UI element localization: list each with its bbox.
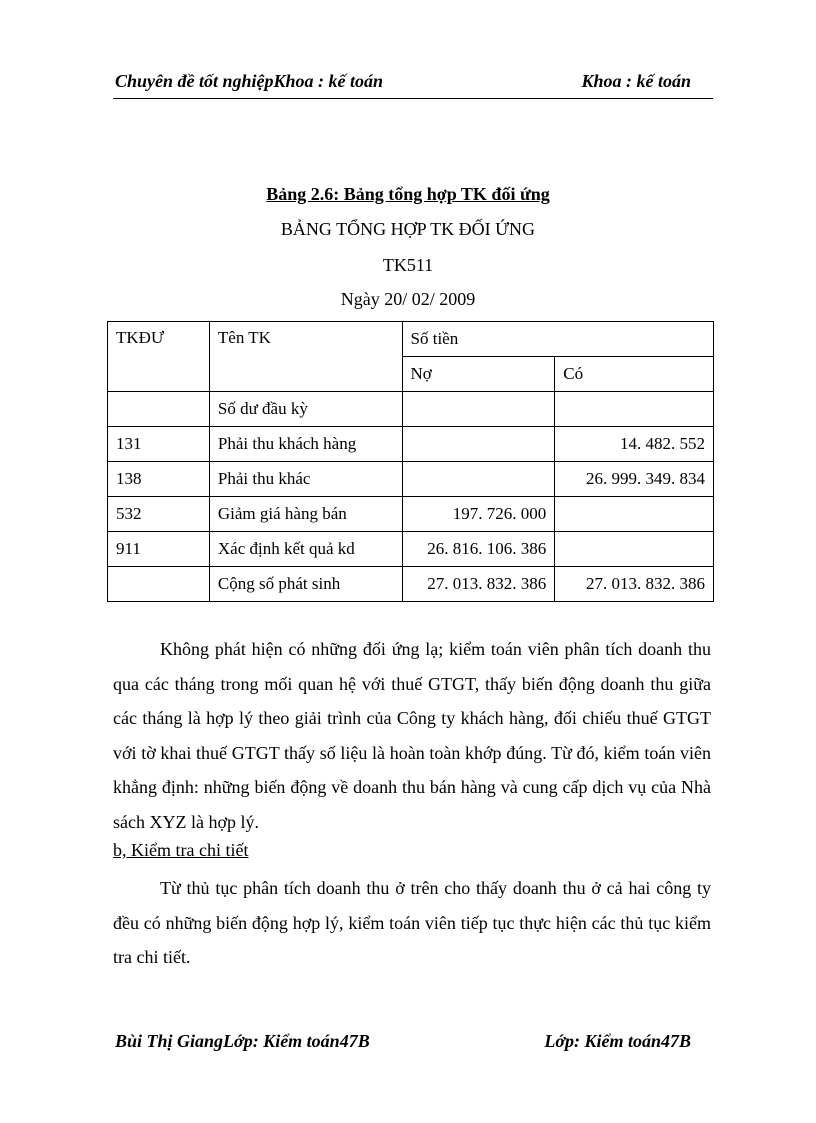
- table-label-text: Bảng 2.6: Bảng tổng hợp TK đối ứng: [266, 184, 550, 204]
- table-row: [108, 462, 714, 497]
- table-header-row: [108, 322, 714, 357]
- col-header-tkdu: TKĐƯ: [108, 322, 210, 392]
- page-header: [113, 70, 713, 99]
- footer-left-text: Bùi Thị GiangLớp: Kiểm toán47B: [115, 1031, 370, 1051]
- table-title: BẢNG TỔNG HỢP TK ĐỐI ỨNG: [280, 219, 536, 239]
- cell-ten: Số dư đầu kỳ: [209, 392, 402, 427]
- ledger-table: [107, 321, 714, 602]
- paragraph-analysis: Không phát hiện có những đối ứng lạ; kiểm toán viên phân tích doanh thu qua các tháng trong mối quan hệ với thuế GTGT, thấy biến động doanh thu giữa các tháng là hợp lý theo giải trình của Công ty khách hàng, đối chiếu thuế GTGT với tờ khai thuế GTGT thấy số liệu là hoàn toàn khớp đúng. Từ đó, kiểm toán viên khẳng định: những biến động về doanh thu bán hàng và cung cấp dịch vụ của Nhà sách XYZ là hợp lý.: [113, 639, 711, 832]
- cell-ten: Giảm giá hàng bán: [209, 497, 402, 532]
- cell-tk: [108, 567, 210, 602]
- report-date: Ngày 20/ 02/ 2009: [340, 289, 476, 309]
- col-header-ten-tk: Tên TK: [209, 322, 402, 392]
- cell-no: [402, 427, 555, 462]
- cell-tk: 532: [108, 497, 210, 532]
- cell-ten: Phải thu khác: [209, 462, 402, 497]
- section-subheading: b, Kiểm tra chi tiết: [113, 840, 249, 860]
- page-footer: [113, 1031, 713, 1059]
- cell-no: [402, 462, 555, 497]
- table-row: [108, 427, 714, 462]
- cell-tk: 131: [108, 427, 210, 462]
- cell-ten: Phải thu khách hàng: [209, 427, 402, 462]
- cell-no: 197. 726. 000: [402, 497, 555, 532]
- account-code: TK511: [382, 255, 434, 275]
- cell-co: 14. 482. 552: [555, 427, 714, 462]
- table-label: [0, 184, 816, 205]
- cell-no: 27. 013. 832. 386: [402, 567, 555, 602]
- cell-co: [555, 392, 714, 427]
- cell-no: [402, 392, 555, 427]
- cell-co: [555, 497, 714, 532]
- cell-ten: Cộng số phát sinh: [209, 567, 402, 602]
- table-total-row: [108, 567, 714, 602]
- cell-co: 27. 013. 832. 386: [555, 567, 714, 602]
- table-row: [108, 497, 714, 532]
- cell-tk: 138: [108, 462, 210, 497]
- cell-tk: [108, 392, 210, 427]
- col-header-co: Có: [555, 357, 714, 392]
- cell-co: [555, 532, 714, 567]
- col-header-so-tien: Số tiền: [402, 322, 713, 357]
- table-row: [108, 392, 714, 427]
- cell-no: 26. 816. 106. 386: [402, 532, 555, 567]
- footer-right-text: Lớp: Kiểm toán47B: [544, 1031, 691, 1051]
- table-row: [108, 532, 714, 567]
- col-header-no: Nợ: [402, 357, 555, 392]
- cell-co: 26. 999. 349. 834: [555, 462, 714, 497]
- paragraph-detail-testing: Từ thủ tục phân tích doanh thu ở trên cho thấy doanh thu ở cả hai công ty đều có những biến động hợp lý, kiểm toán viên tiếp tục thực hiện các thủ tục kiểm tra chi tiết.: [113, 878, 711, 968]
- header-left-text: Chuyên đề tốt nghiệpKhoa : kế toán: [115, 71, 384, 91]
- cell-tk: 911: [108, 532, 210, 567]
- cell-ten: Xác định kết quả kd: [209, 532, 402, 567]
- header-right-text: Khoa : kế toán: [581, 71, 691, 91]
